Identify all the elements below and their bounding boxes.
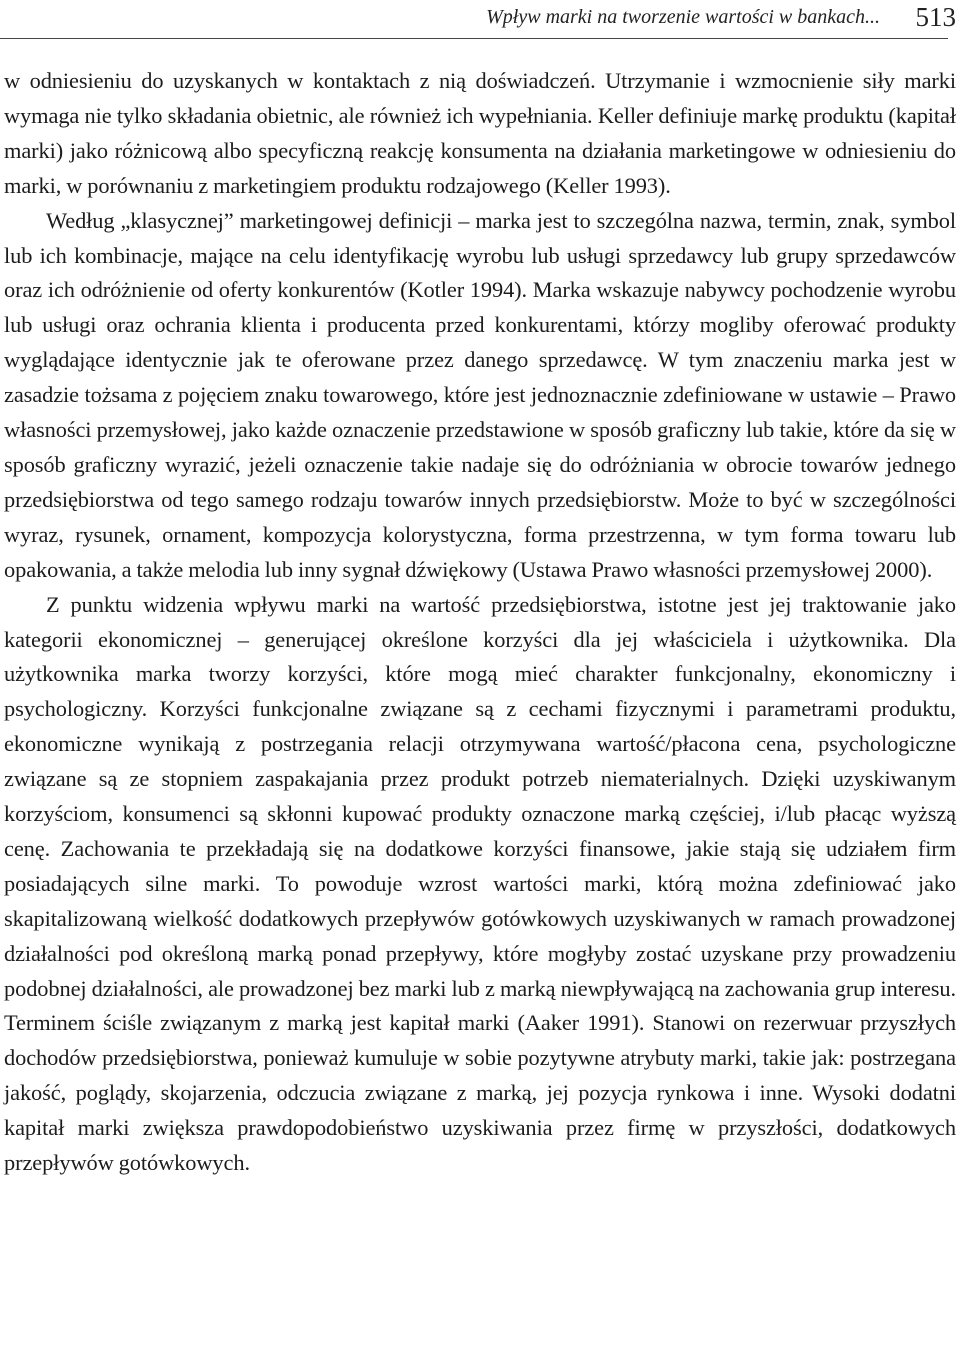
body-text bbox=[4, 64, 956, 1181]
paragraph-3: Z punktu widzenia wpływu marki na wartość przedsiębiorstwa, istotne jest jej traktowanie jako kategorii ekonomicznej – generującej określone korzyści dla jej właściciela i użytkownika. Dla użytkownika marka tworzy korzyści, które mogą mieć charakter funkcjonalny, ekonomiczny i psychologiczny. Korzyści funkcjonalne związane są z cechami fizycznymi i parametrami produktu, ekonomiczne wynikają z postrzegania relacji otrzymywana wartość/płacona cena, psychologiczne związane są ze stopniem zaspakajania przez produkt potrzeb niematerialnych. Dzięki uzyskiwanym korzyściom, konsumenci są skłonni kupować produkty oznaczone marką częściej, i/lub płacąc wyższą cenę. Zachowania te przekładają się na dodatkowe korzyści finansowe, jakie stają się udziałem firm posiadających silne marki. To powoduje wzrost wartości marki, którą można zdefiniować jako skapitalizowaną wielkość dodatkowych przepływów gotówkowych uzyskiwanych w ramach prowadzonej działalności pod określoną marką ponad przepływy, które mogłyby zostać uzyskane przy prowadzeniu podobnej działalności, ale prowadzonej bez marki lub z marką niewpływającą na zachowania grup interesu. Terminem ściśle związanym z marką jest kapitał marki (Aaker 1991). Stanowi on rezerwuar przyszłych dochodów przedsiębiorstwa, ponieważ kumuluje w sobie pozytywne atrybuty marki, takie jak: postrzegana jakość, poglądy, skojarzenia, odczucia związane z marką, jej pozycja rynkowa i inne. Wysoki dodatni kapitał marki zwiększa prawdopodobieństwo uzyskiwania przez firmę w przyszłości, dodatkowych przepływów gotówkowych. bbox=[4, 591, 956, 1176]
paragraph-1: w odniesieniu do uzyskanych w kontaktach z nią doświadczeń. Utrzymanie i wzmocnienie siły marki wymaga nie tylko składania obietnic, ale również ich wypełniania. Keller definiuje markę produktu (kapitał marki) jako różnicową albo specyficzną reakcję konsumenta na działania marketingowe w odniesieniu do marki, w porównaniu z marketingiem produktu rodzajowego (Keller 1993). bbox=[4, 68, 956, 198]
running-title: Wpływ marki na tworzenie wartości w bankach... bbox=[486, 6, 880, 28]
page-header bbox=[0, 0, 960, 40]
paragraph-2: Według „klasycznej” marketingowej definicji – marka jest to szczególna nazwa, termin, znak, symbol lub ich kombinacje, mające na celu identyfikację wyrobu lub usługi sprzedawcy lub grupy sprzedawców oraz ich odróżnienie od oferty konkurentów (Kotler 1994). Marka wskazuje nabywcy pochodzenie wyrobu lub usługi oraz ochrania klienta i producenta przed konkurentami, którzy mogliby oferować produkty wyglądające identycznie jak te oferowane przez danego sprzedawcę. W tym znaczeniu marka jest w zasadzie tożsama z pojęciem znaku towarowego, które jest jednoznacznie zdefiniowane w ustawie – Prawo własności przemysłowej, jako każde oznaczenie przedstawione w sposób graficzny lub takie, które da się w sposób graficzny wyrazić, jeżeli oznaczenie takie nadaje się do odróżniania w obrocie towarów jednego przedsiębiorstwa od tego samego rodzaju towarów innych przedsiębiorstw. Może to być w szczególności wyraz, rysunek, ornament, kompozycja kolorystyczna, forma przestrzenna, w tym forma towaru lub opakowania, a także melodia lub inny sygnał dźwiękowy (Ustawa Prawo własności przemysłowej 2000). bbox=[4, 207, 956, 582]
header-rule bbox=[0, 38, 948, 39]
page-number: 513 bbox=[915, 2, 956, 32]
